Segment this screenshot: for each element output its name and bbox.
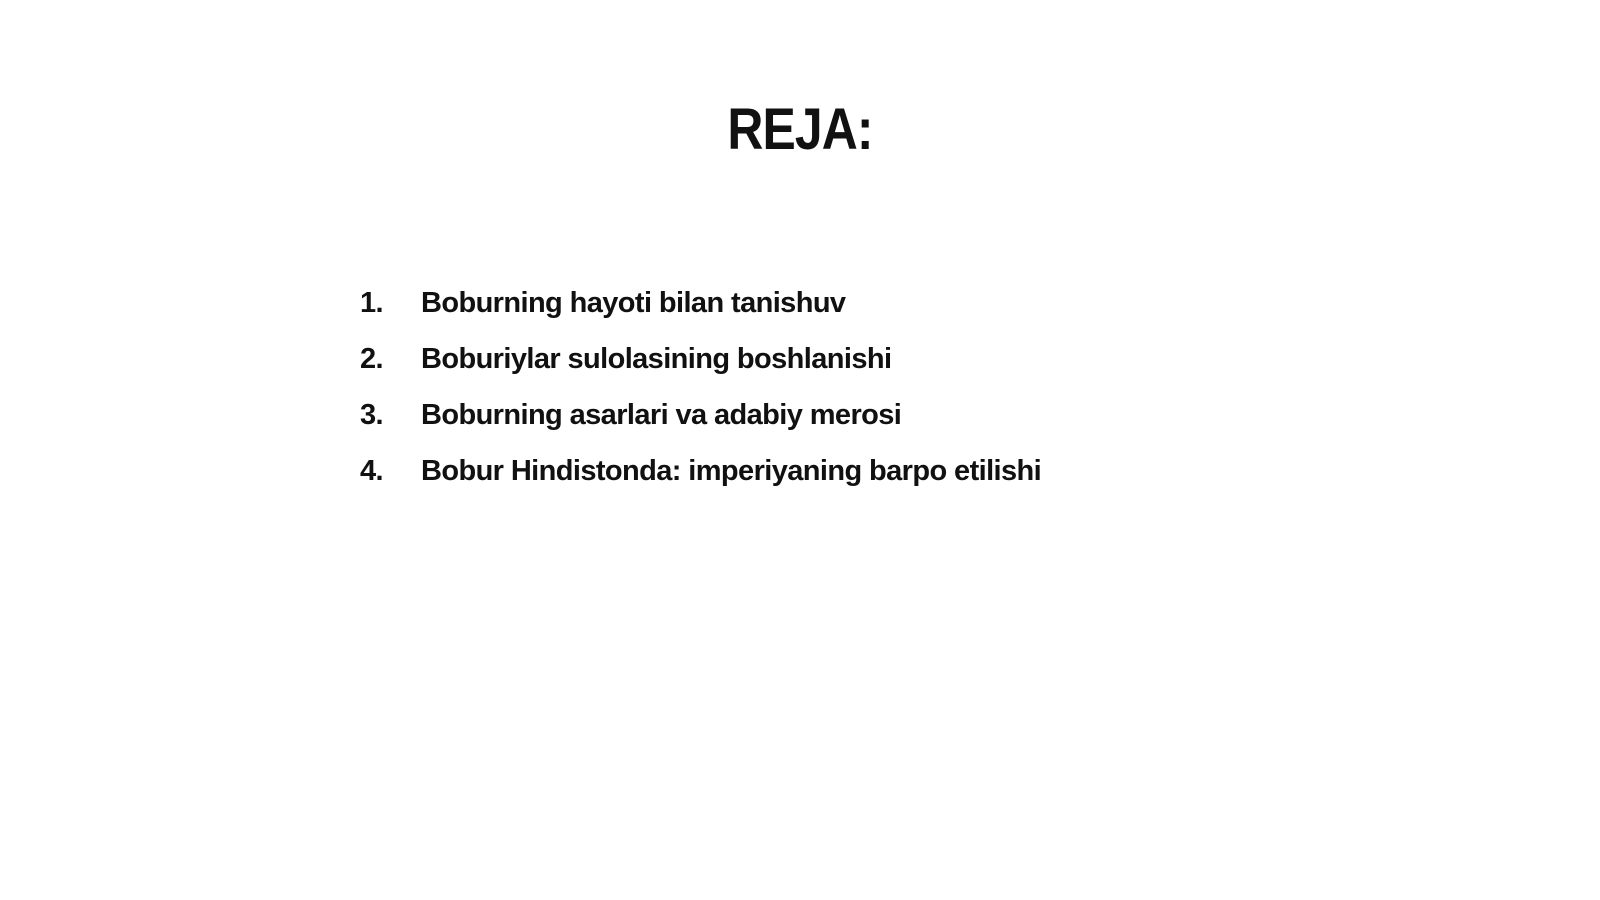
list-item [360, 455, 1041, 511]
list-item [360, 343, 1041, 399]
list-item-text: Boburning hayoti bilan tanishuv [421, 287, 846, 319]
list-item [360, 399, 1041, 455]
list-item-number: 2. [360, 343, 383, 375]
list-item-text: Bobur Hindistonda: imperiyaning barpo etilishi [421, 455, 1042, 487]
list-item [360, 287, 1041, 343]
list-item-number: 4. [360, 455, 383, 487]
list-item-number: 3. [360, 399, 383, 431]
list-item-text: Boburning asarlari va adabiy merosi [421, 399, 902, 431]
list-item-number: 1. [360, 287, 383, 319]
slide-title: REJA: [727, 97, 873, 162]
plan-list [360, 287, 1041, 511]
list-item-text: Boburiylar sulolasining boshlanishi [421, 343, 892, 375]
